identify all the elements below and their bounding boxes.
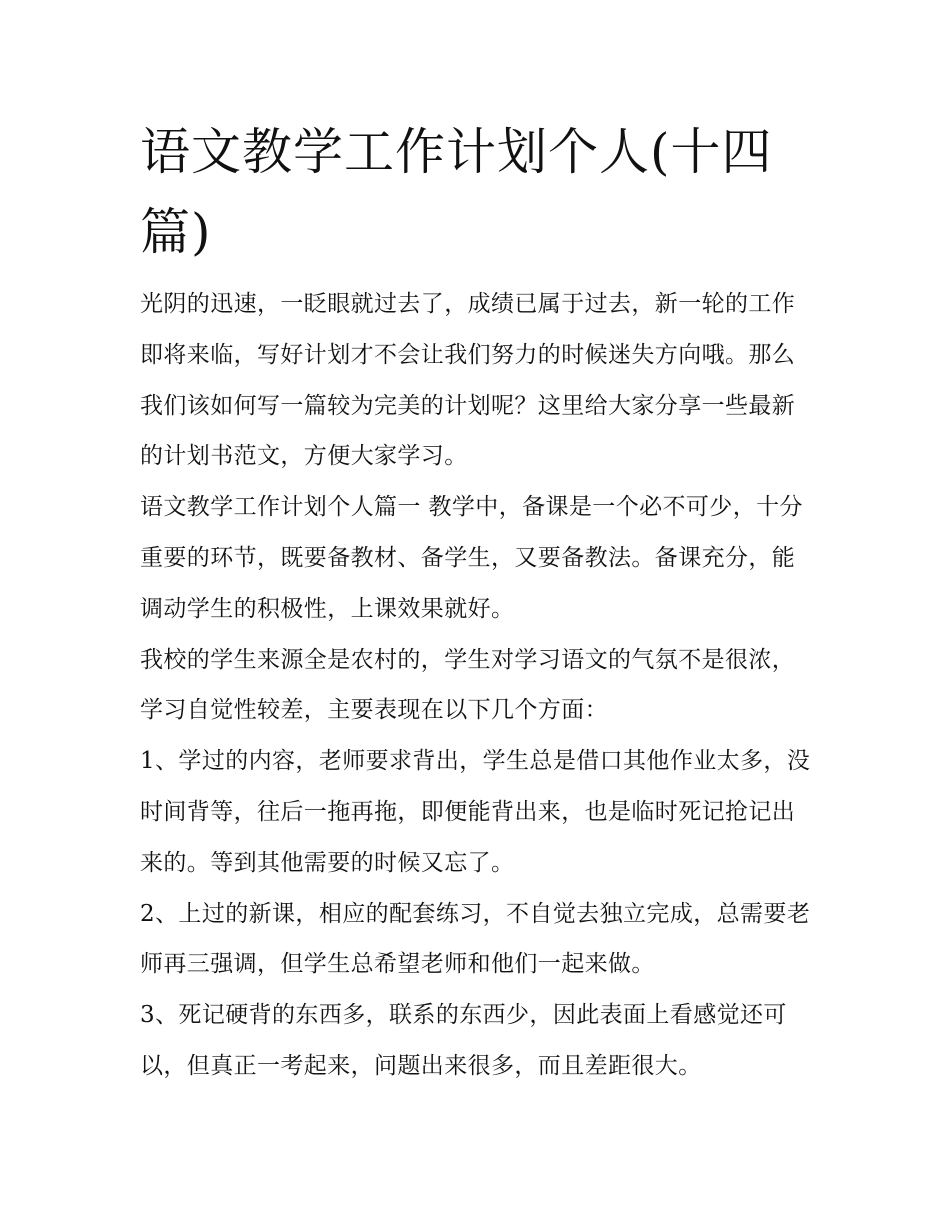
paragraph-issue-2: 2、上过的新课，相应的配套练习，不自觉去独立完成，总需要老师再三强调，但学生总希望老师和他们一起来做。 [140,900,811,978]
paragraph-issue-3: 3、死记硬背的东西多，联系的东西少，因此表面上看感觉还可以，但真正一考起来，问题出来很多，而且差距很大。 [140,1002,787,1079]
document-body [140,279,818,1092]
paragraph-lesson-prep: 语文教学工作计划个人篇一 教学中，备课是一个必不可少，十分重要的环节，既要备教材、备学生，又要备教法。备课充分，能调动学生的积极性，上课效果就好。 [140,494,803,622]
paragraph-intro: 光阴的迅速，一眨眼就过去了，成绩已属于过去，新一轮的工作即将来临，写好计划才不会让我们努力的时候迷失方向哦。那么我们该如何写一篇较为完美的计划呢？这里给大家分享一些最新的计划书范文，方便大家学习。 [140,291,796,470]
paragraph-student-situation: 我校的学生来源全是农村的，学生对学习语文的气氛不是很浓，学习自觉性较差，主要表现在以下几个方面： [140,646,796,724]
document-title: 语文教学工作计划个人(十四篇) [140,123,773,261]
paragraph-issue-1: 1、学过的内容，老师要求背出，学生总是借口其他作业太多，没时间背等，往后一拖再拖，即便能背出来，也是临时死记抢记出来的。等到其他需要的时候又忘了。 [140,748,811,876]
